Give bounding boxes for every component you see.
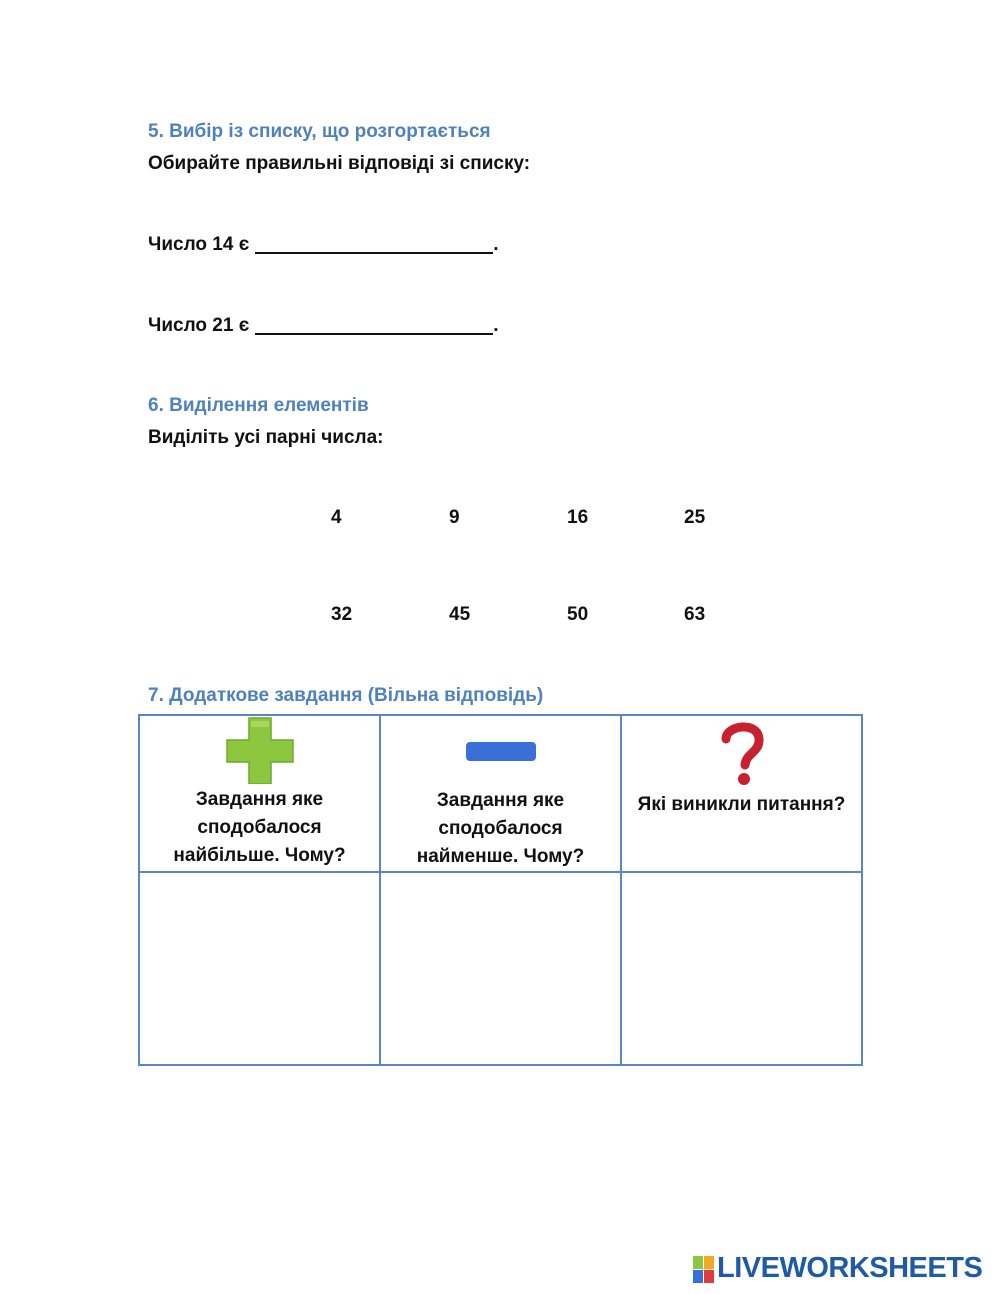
question-21-label: Число 21 є <box>148 315 250 336</box>
answer-cell-liked-least[interactable] <box>380 872 621 1065</box>
selectable-number[interactable]: 45 <box>449 604 471 625</box>
table-header-row <box>139 715 862 872</box>
question-21 <box>148 315 499 337</box>
column-liked-most-line1: Завдання яке <box>195 789 324 810</box>
question-14 <box>148 234 499 256</box>
reflection-table <box>138 714 863 1066</box>
column-questions-line1: Які виникли питання? <box>637 794 846 815</box>
column-liked-most <box>139 715 380 872</box>
answer-cell-liked-most[interactable] <box>139 872 380 1065</box>
selectable-number[interactable]: 32 <box>331 604 353 625</box>
column-questions <box>621 715 862 872</box>
column-liked-least-line2: сподобалося <box>438 818 563 839</box>
minus-icon <box>464 740 538 764</box>
selectable-number[interactable]: 9 <box>449 507 460 528</box>
section-5-heading: 5. Вибір із списку, що розгортається <box>148 121 491 142</box>
question-icon <box>719 719 765 787</box>
column-liked-least-line3: найменше. Чому? <box>416 846 585 867</box>
logo-text: LIVEWORKSHEETS <box>717 1252 983 1284</box>
column-liked-least <box>380 715 621 872</box>
column-liked-least-line1: Завдання яке <box>436 790 565 811</box>
section-5-instruction: Обирайте правильні відповіді зі списку: <box>148 153 531 174</box>
dropdown-answer-21[interactable] <box>255 315 493 335</box>
section-6-heading: 6. Виділення елементів <box>148 395 369 416</box>
selectable-number[interactable]: 50 <box>567 604 589 625</box>
section-6-instruction: Виділіть усі парні числа: <box>148 427 384 448</box>
answer-cell-questions[interactable] <box>621 872 862 1065</box>
dropdown-answer-14[interactable] <box>255 234 493 254</box>
question-14-label: Число 14 є <box>148 234 250 255</box>
column-liked-most-line3: найбільше. Чому? <box>173 845 346 866</box>
selectable-number[interactable]: 4 <box>331 507 342 528</box>
selectable-number[interactable]: 63 <box>684 604 706 625</box>
selectable-number[interactable]: 25 <box>684 507 706 528</box>
question-14-period: . <box>493 234 499 255</box>
selectable-number[interactable]: 16 <box>567 507 589 528</box>
logo-badge-icon <box>693 1256 715 1284</box>
question-21-period: . <box>493 315 499 336</box>
column-liked-most-line2: сподобалося <box>197 817 322 838</box>
table-answer-row <box>139 872 862 1065</box>
plus-icon <box>225 716 295 784</box>
section-7-heading: 7. Додаткове завдання (Вільна відповідь) <box>148 685 544 706</box>
